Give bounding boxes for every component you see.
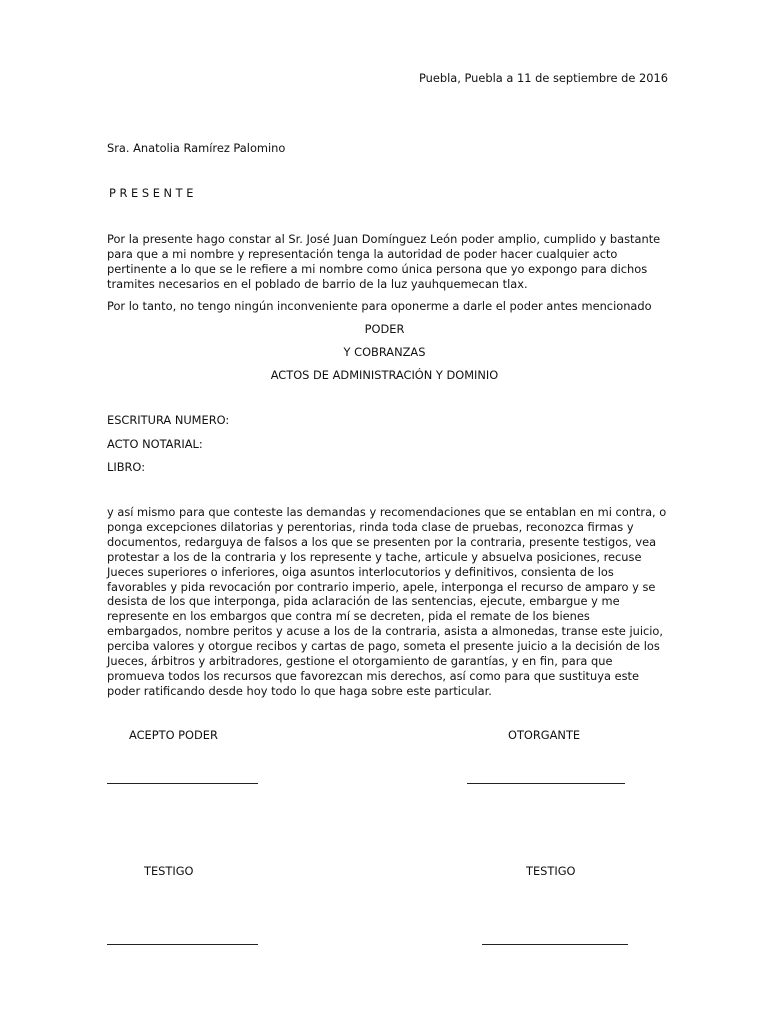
signature-line-accept: [107, 783, 258, 784]
paragraph-conclusion: Por lo tanto, no tengo ningún inconveniente para oponerme a darle el poder antes mencionado: [107, 299, 652, 313]
signature-line-grantor: [467, 783, 625, 784]
presente-heading: P R E S E N T E: [109, 186, 194, 200]
center-line-poder: PODER: [364, 322, 405, 336]
paragraph-powers: y así mismo para que conteste las demandas y recomendaciones que se entablan en mi contra, o ponga excepciones dilatorias y perentorias, rinda toda clase de pruebas, reconozca firmas y documentos, redarguya de falsos a los que se presenten por la contraria, presente testigos, vea protestar a los de la contraria y los represente y tache, articule y absuelva posiciones, recuse Jueces superiores o inferiores, oiga asuntos interlocutorios y definitivos, consienta de los favorables y pida revocación por contrario imperio, apele, interponga el recurso de amparo y se desista de los que interponga, pida aclaración de las sentencias, ejecute, embargue y me represente en los embargos que contra mí se decreten, pida el remate de los bienes embargados, nombre peritos y acuse a los de la contraria, asista a almonedas, transe este juicio, perciba valores y otorgue recibos y cartas de pago, someta el presente juicio a la decisión de los Jueces, árbitros y arbitradores, gestione el otorgamiento de garantías, y en fin, para que promueva todos los recursos que favorezcan mis derechos, así como para que sustituya este poder ratificando desde hoy todo lo que haga sobre este particular.: [107, 505, 667, 698]
recipient-name: Sra. Anatolia Ramírez Palomino: [107, 141, 286, 155]
label-testigo-right: TESTIGO: [526, 864, 576, 878]
signature-line-witness-right: [482, 944, 628, 945]
paragraph-introduction: Por la presente hago constar al Sr. José Juan Domínguez León poder amplio, cumplido y bastante para que a mi nombre y representación tenga la autoridad de poder hacer cualquier acto pertinente a lo que se le refiere a mi nombre como única persona que yo expongo para dichos tramites necesarios en el poblado de barrio de la luz yauhquemecan tlax.: [107, 232, 661, 291]
label-testigo-left: TESTIGO: [144, 864, 194, 878]
field-escritura-numero: ESCRITURA NUMERO:: [107, 413, 230, 427]
field-acto-notarial: ACTO NOTARIAL:: [107, 437, 203, 451]
label-acepto-poder: ACEPTO PODER: [129, 728, 218, 742]
date-line: Puebla, Puebla a 11 de septiembre de 2016: [419, 71, 669, 85]
signature-line-witness-left: [107, 944, 258, 945]
field-libro: LIBRO:: [107, 460, 146, 474]
label-otorgante: OTORGANTE: [508, 728, 581, 742]
center-line-cobranzas: Y COBRANZAS: [343, 345, 426, 359]
center-line-actos: ACTOS DE ADMINISTRACIÓN Y DOMINIO: [270, 368, 499, 382]
